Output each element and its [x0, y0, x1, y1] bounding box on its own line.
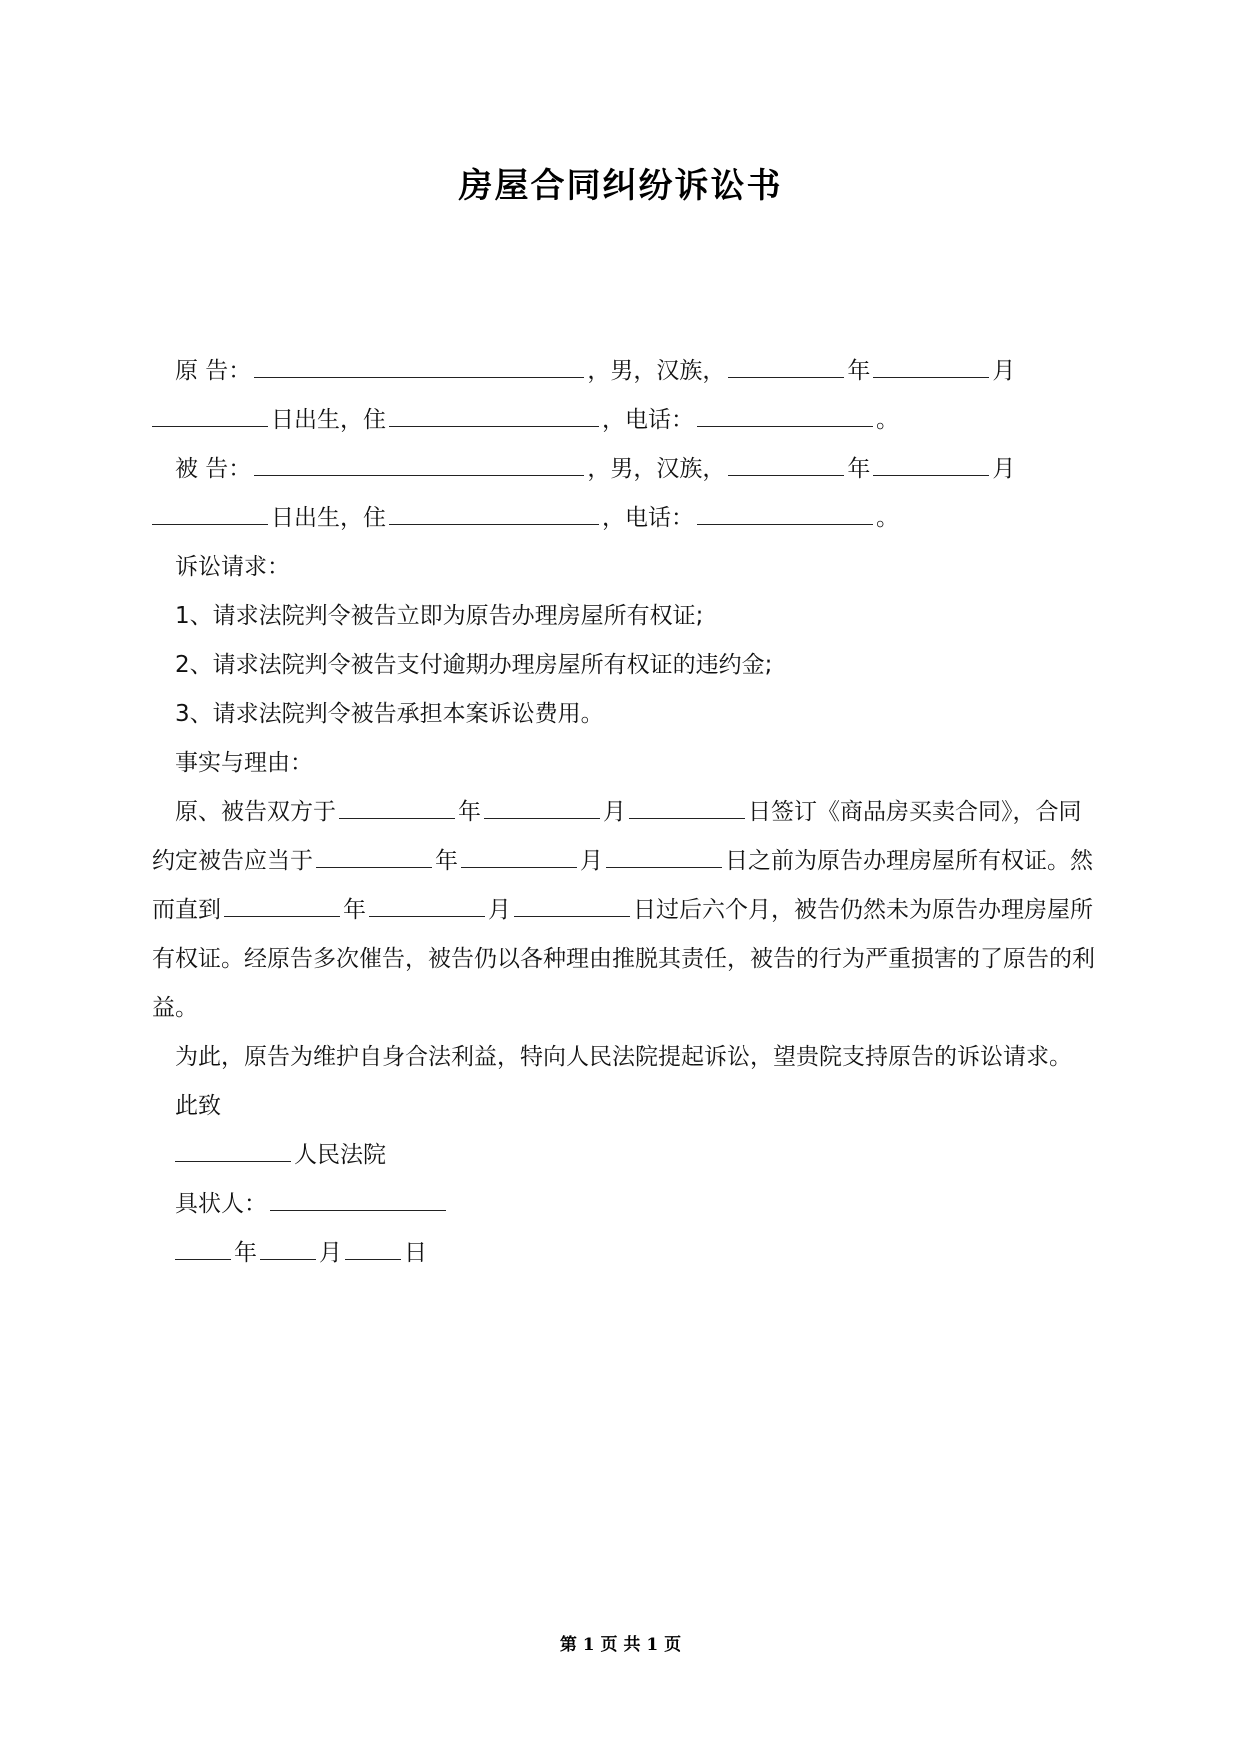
facts-text-4: 日过后六个月，被告仍然未为原告办理房屋所有权证。经原告多次催告，被告仍以各种理由推脱其责任，被告的行为严重损害的了原告的利益。 — [152, 897, 1095, 1021]
salutation: 此致 — [175, 1093, 221, 1119]
facts-month-label: 月 — [603, 799, 626, 825]
plaintiff-year-label: 年 — [847, 358, 871, 384]
date-day-label: 日 — [404, 1240, 427, 1266]
defendant-month-label: 月 — [992, 456, 1016, 482]
plaintiff-phone-label: ，电话： — [602, 407, 694, 433]
date-year-label: 年 — [234, 1240, 257, 1266]
facts-year-label: 年 — [458, 799, 481, 825]
date-month-blank[interactable] — [260, 1231, 316, 1260]
signing-year-blank[interactable] — [339, 790, 455, 819]
document-title: 房屋合同纠纷诉讼书 — [458, 166, 783, 206]
defendant-label: 被 告： — [175, 456, 252, 482]
plaintiff-name-blank[interactable] — [254, 349, 584, 378]
court-label: 人民法院 — [294, 1142, 386, 1168]
plaintiff-label: 原 告： — [175, 358, 252, 384]
facts-text-3: 日之前为原告办理房屋所有权证。然而直到 — [152, 848, 1093, 923]
deadline-year-blank[interactable] — [316, 839, 432, 868]
facts-text-2: 日签订《商品房买卖合同》，合同约定被告应当于 — [152, 799, 1082, 874]
defendant-name-blank[interactable] — [254, 447, 584, 476]
plaintiff-address-blank[interactable] — [389, 398, 599, 427]
until-month-blank[interactable] — [369, 888, 485, 917]
plaintiff-gender-ethnicity: ，男，汉族， — [587, 358, 726, 384]
plaintiff-line — [152, 347, 1097, 445]
claim-item: 3、请求法院判令被告承担本案诉讼费用。 — [175, 701, 604, 727]
defendant-year-label: 年 — [847, 456, 871, 482]
signer-line — [152, 1180, 1097, 1229]
facts-paragraph — [152, 788, 1097, 1033]
date-year-blank[interactable] — [175, 1231, 231, 1260]
deadline-day-blank[interactable] — [606, 839, 722, 868]
plaintiff-month-label: 月 — [992, 358, 1016, 384]
plaintiff-phone-blank[interactable] — [697, 398, 873, 427]
defendant-birth-year-blank[interactable] — [728, 447, 844, 476]
defendant-address-blank[interactable] — [389, 496, 599, 525]
date-day-blank[interactable] — [345, 1231, 401, 1260]
deadline-month-blank[interactable] — [461, 839, 577, 868]
until-year-blank[interactable] — [224, 888, 340, 917]
plaintiff-birth-day-blank[interactable] — [152, 398, 268, 427]
plaintiff-birth-year-blank[interactable] — [728, 349, 844, 378]
plaintiff-end: 。 — [876, 407, 899, 433]
defendant-phone-label: ，电话： — [602, 505, 694, 531]
defendant-gender-ethnicity: ，男，汉族， — [587, 456, 726, 482]
facts-year-label: 年 — [343, 897, 366, 923]
date-line — [152, 1229, 1097, 1278]
facts-heading: 事实与理由： — [175, 750, 313, 776]
facts-month-label: 月 — [580, 848, 603, 874]
page-footer: 第 1 页 共 1 页 — [559, 1635, 682, 1655]
defendant-birth-day-blank[interactable] — [152, 496, 268, 525]
signer-blank[interactable] — [270, 1182, 446, 1211]
plaintiff-birth-address-label: 日出生，住 — [271, 407, 386, 433]
plaintiff-birth-month-blank[interactable] — [873, 349, 989, 378]
signer-label: 具状人： — [175, 1191, 267, 1217]
date-month-label: 月 — [319, 1240, 342, 1266]
signing-day-blank[interactable] — [629, 790, 745, 819]
until-day-blank[interactable] — [514, 888, 630, 917]
defendant-birth-address-label: 日出生，住 — [271, 505, 386, 531]
claim-item: 1、请求法院判令被告立即为原告办理房屋所有权证; — [175, 603, 704, 629]
defendant-line — [152, 445, 1097, 543]
defendant-end: 。 — [876, 505, 899, 531]
defendant-phone-blank[interactable] — [697, 496, 873, 525]
court-name-blank[interactable] — [175, 1133, 291, 1162]
document-body — [152, 347, 1097, 1278]
signing-month-blank[interactable] — [484, 790, 600, 819]
court-line — [152, 1131, 1097, 1180]
claim-item: 2、请求法院判令被告支付逾期办理房屋所有权证的违约金; — [175, 652, 773, 678]
facts-year-label: 年 — [435, 848, 458, 874]
defendant-birth-month-blank[interactable] — [873, 447, 989, 476]
claims-heading: 诉讼请求： — [175, 554, 290, 580]
facts-text-1: 原、被告双方于 — [175, 799, 336, 825]
conclusion-paragraph: 为此，原告为维护自身合法利益，特向人民法院提起诉讼，望贵院支持原告的诉讼请求。 — [175, 1044, 1072, 1070]
facts-month-label: 月 — [488, 897, 511, 923]
